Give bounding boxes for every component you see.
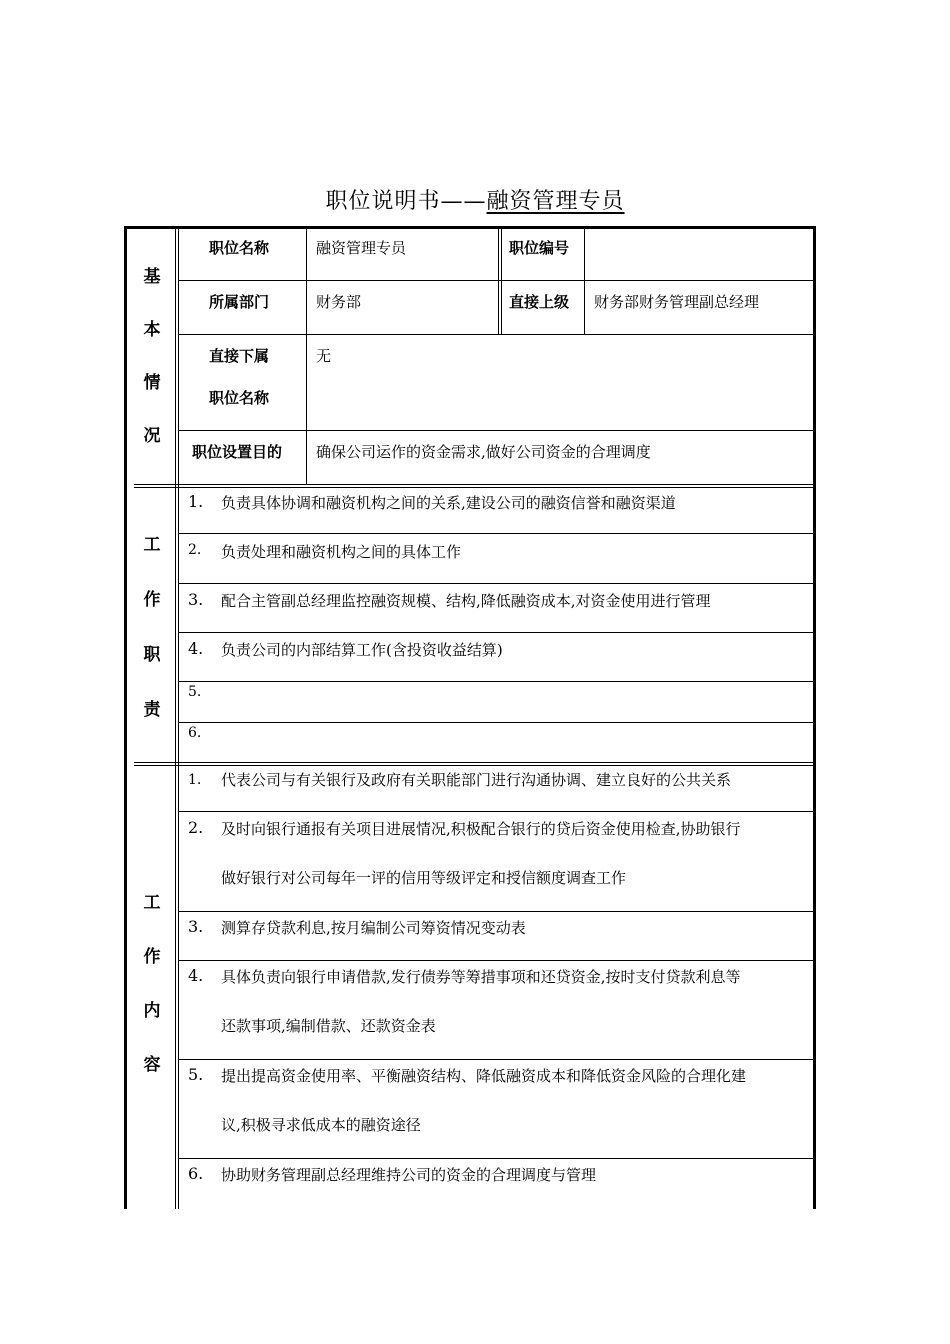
label-column-divider — [175, 226, 176, 1209]
duty-text: 负责具体协调和融资机构之间的关系,建设公司的融资信誉和融资渠道 — [221, 494, 676, 512]
column-divider — [498, 226, 499, 334]
content-number: 6. — [188, 1164, 204, 1183]
content-text: 具体负责向银行申请借款,发行债券等筹措事项和还贷资金,按时支付贷款利息等 — [221, 968, 741, 986]
label-char: 容 — [143, 1055, 161, 1075]
row-divider — [178, 334, 813, 335]
header-column-divider — [306, 226, 307, 484]
section-label-basic — [134, 262, 170, 446]
superior-value: 财务部财务管理副总经理 — [594, 293, 760, 311]
row-divider — [178, 681, 813, 682]
row-divider — [178, 533, 813, 534]
title-prefix: 职位说明书—— — [325, 189, 487, 214]
duty-number: 5. — [188, 684, 202, 700]
superior-label: 直接上级 — [509, 293, 570, 311]
subordinate-value: 无 — [316, 347, 332, 365]
table-right-border — [813, 226, 816, 1209]
label-char: 责 — [143, 700, 161, 720]
label-char: 本 — [143, 320, 161, 340]
content-text: 还款事项,编制借款、还款资金表 — [221, 1017, 436, 1035]
purpose-value: 确保公司运作的资金需求,做好公司资金的合理调度 — [316, 443, 651, 461]
duty-number: 4. — [188, 639, 204, 658]
content-text: 议,积极寻求低成本的融资途径 — [221, 1116, 421, 1134]
dept-label: 所属部门 — [209, 293, 270, 311]
row-divider — [178, 960, 813, 961]
title-position: 融资管理专员 — [486, 189, 625, 214]
content-text: 协助财务管理副总经理维持公司的资金的合理调度与管理 — [221, 1166, 597, 1184]
content-text: 代表公司与有关银行及政府有关职能部门进行沟通协调、建立良好的公共关系 — [221, 771, 732, 789]
content-number: 3. — [188, 917, 204, 936]
column-divider — [501, 226, 502, 334]
job-code-label: 职位编号 — [509, 239, 570, 257]
section-divider — [134, 484, 813, 485]
content-text: 做好银行对公司每年一评的信用等级评定和授信额度调查工作 — [221, 869, 627, 887]
document-title — [0, 184, 950, 215]
duty-text: 配合主管副总经理监控融资规模、结构,降低融资成本,对资金使用进行管理 — [221, 592, 711, 610]
row-divider — [178, 1158, 813, 1159]
duty-number: 6. — [188, 725, 202, 741]
column-divider — [584, 226, 585, 334]
table-top-border — [124, 226, 816, 229]
row-divider — [178, 1059, 813, 1060]
label-char: 作 — [143, 590, 161, 610]
content-number: 1. — [188, 772, 202, 788]
row-divider — [178, 430, 813, 431]
content-text: 及时向银行通报有关项目进展情况,积极配合银行的贷后资金使用检查,协助银行 — [221, 820, 741, 838]
row-divider — [178, 722, 813, 723]
label-char: 况 — [143, 426, 161, 446]
section-label-content — [134, 888, 170, 1075]
content-number: 5. — [188, 1065, 204, 1084]
section-divider — [134, 762, 813, 763]
job-name-label: 职位名称 — [209, 239, 270, 257]
job-name-value: 融资管理专员 — [316, 239, 407, 257]
subordinate-label-line2: 职位名称 — [209, 389, 270, 407]
duty-text: 负责公司的内部结算工作(含投资收益结算) — [221, 641, 503, 659]
label-char: 职 — [143, 645, 161, 665]
label-char: 情 — [143, 373, 161, 393]
section-label-duties — [134, 530, 170, 720]
row-divider — [178, 811, 813, 812]
content-number: 4. — [188, 966, 204, 985]
row-divider — [178, 583, 813, 584]
dept-value: 财务部 — [316, 293, 362, 311]
content-text: 提出提高资金使用率、平衡融资结构、降低融资成本和降低资金风险的合理化建 — [221, 1067, 747, 1085]
job-description-table — [124, 226, 816, 1209]
row-divider — [178, 280, 813, 281]
duty-number: 1. — [188, 492, 204, 511]
content-number: 2. — [188, 818, 204, 837]
label-column-divider-inner — [178, 226, 179, 1209]
row-divider — [178, 632, 813, 633]
label-char: 作 — [143, 947, 161, 967]
purpose-label: 职位设置目的 — [192, 443, 283, 461]
section-divider-inner — [134, 487, 813, 488]
row-divider — [178, 911, 813, 912]
duty-text: 负责处理和融资机构之间的具体工作 — [221, 543, 462, 561]
duty-number: 2. — [188, 542, 202, 558]
section-divider-inner — [134, 765, 813, 766]
label-char: 工 — [143, 535, 161, 555]
label-char: 内 — [143, 1001, 161, 1021]
duty-number: 3. — [188, 590, 204, 609]
content-text: 测算存贷款利息,按月编制公司筹资情况变动表 — [221, 919, 526, 937]
subordinate-label-line1: 直接下属 — [209, 347, 270, 365]
label-char: 基 — [143, 267, 161, 287]
label-char: 工 — [143, 893, 161, 913]
table-left-border — [124, 226, 127, 1209]
